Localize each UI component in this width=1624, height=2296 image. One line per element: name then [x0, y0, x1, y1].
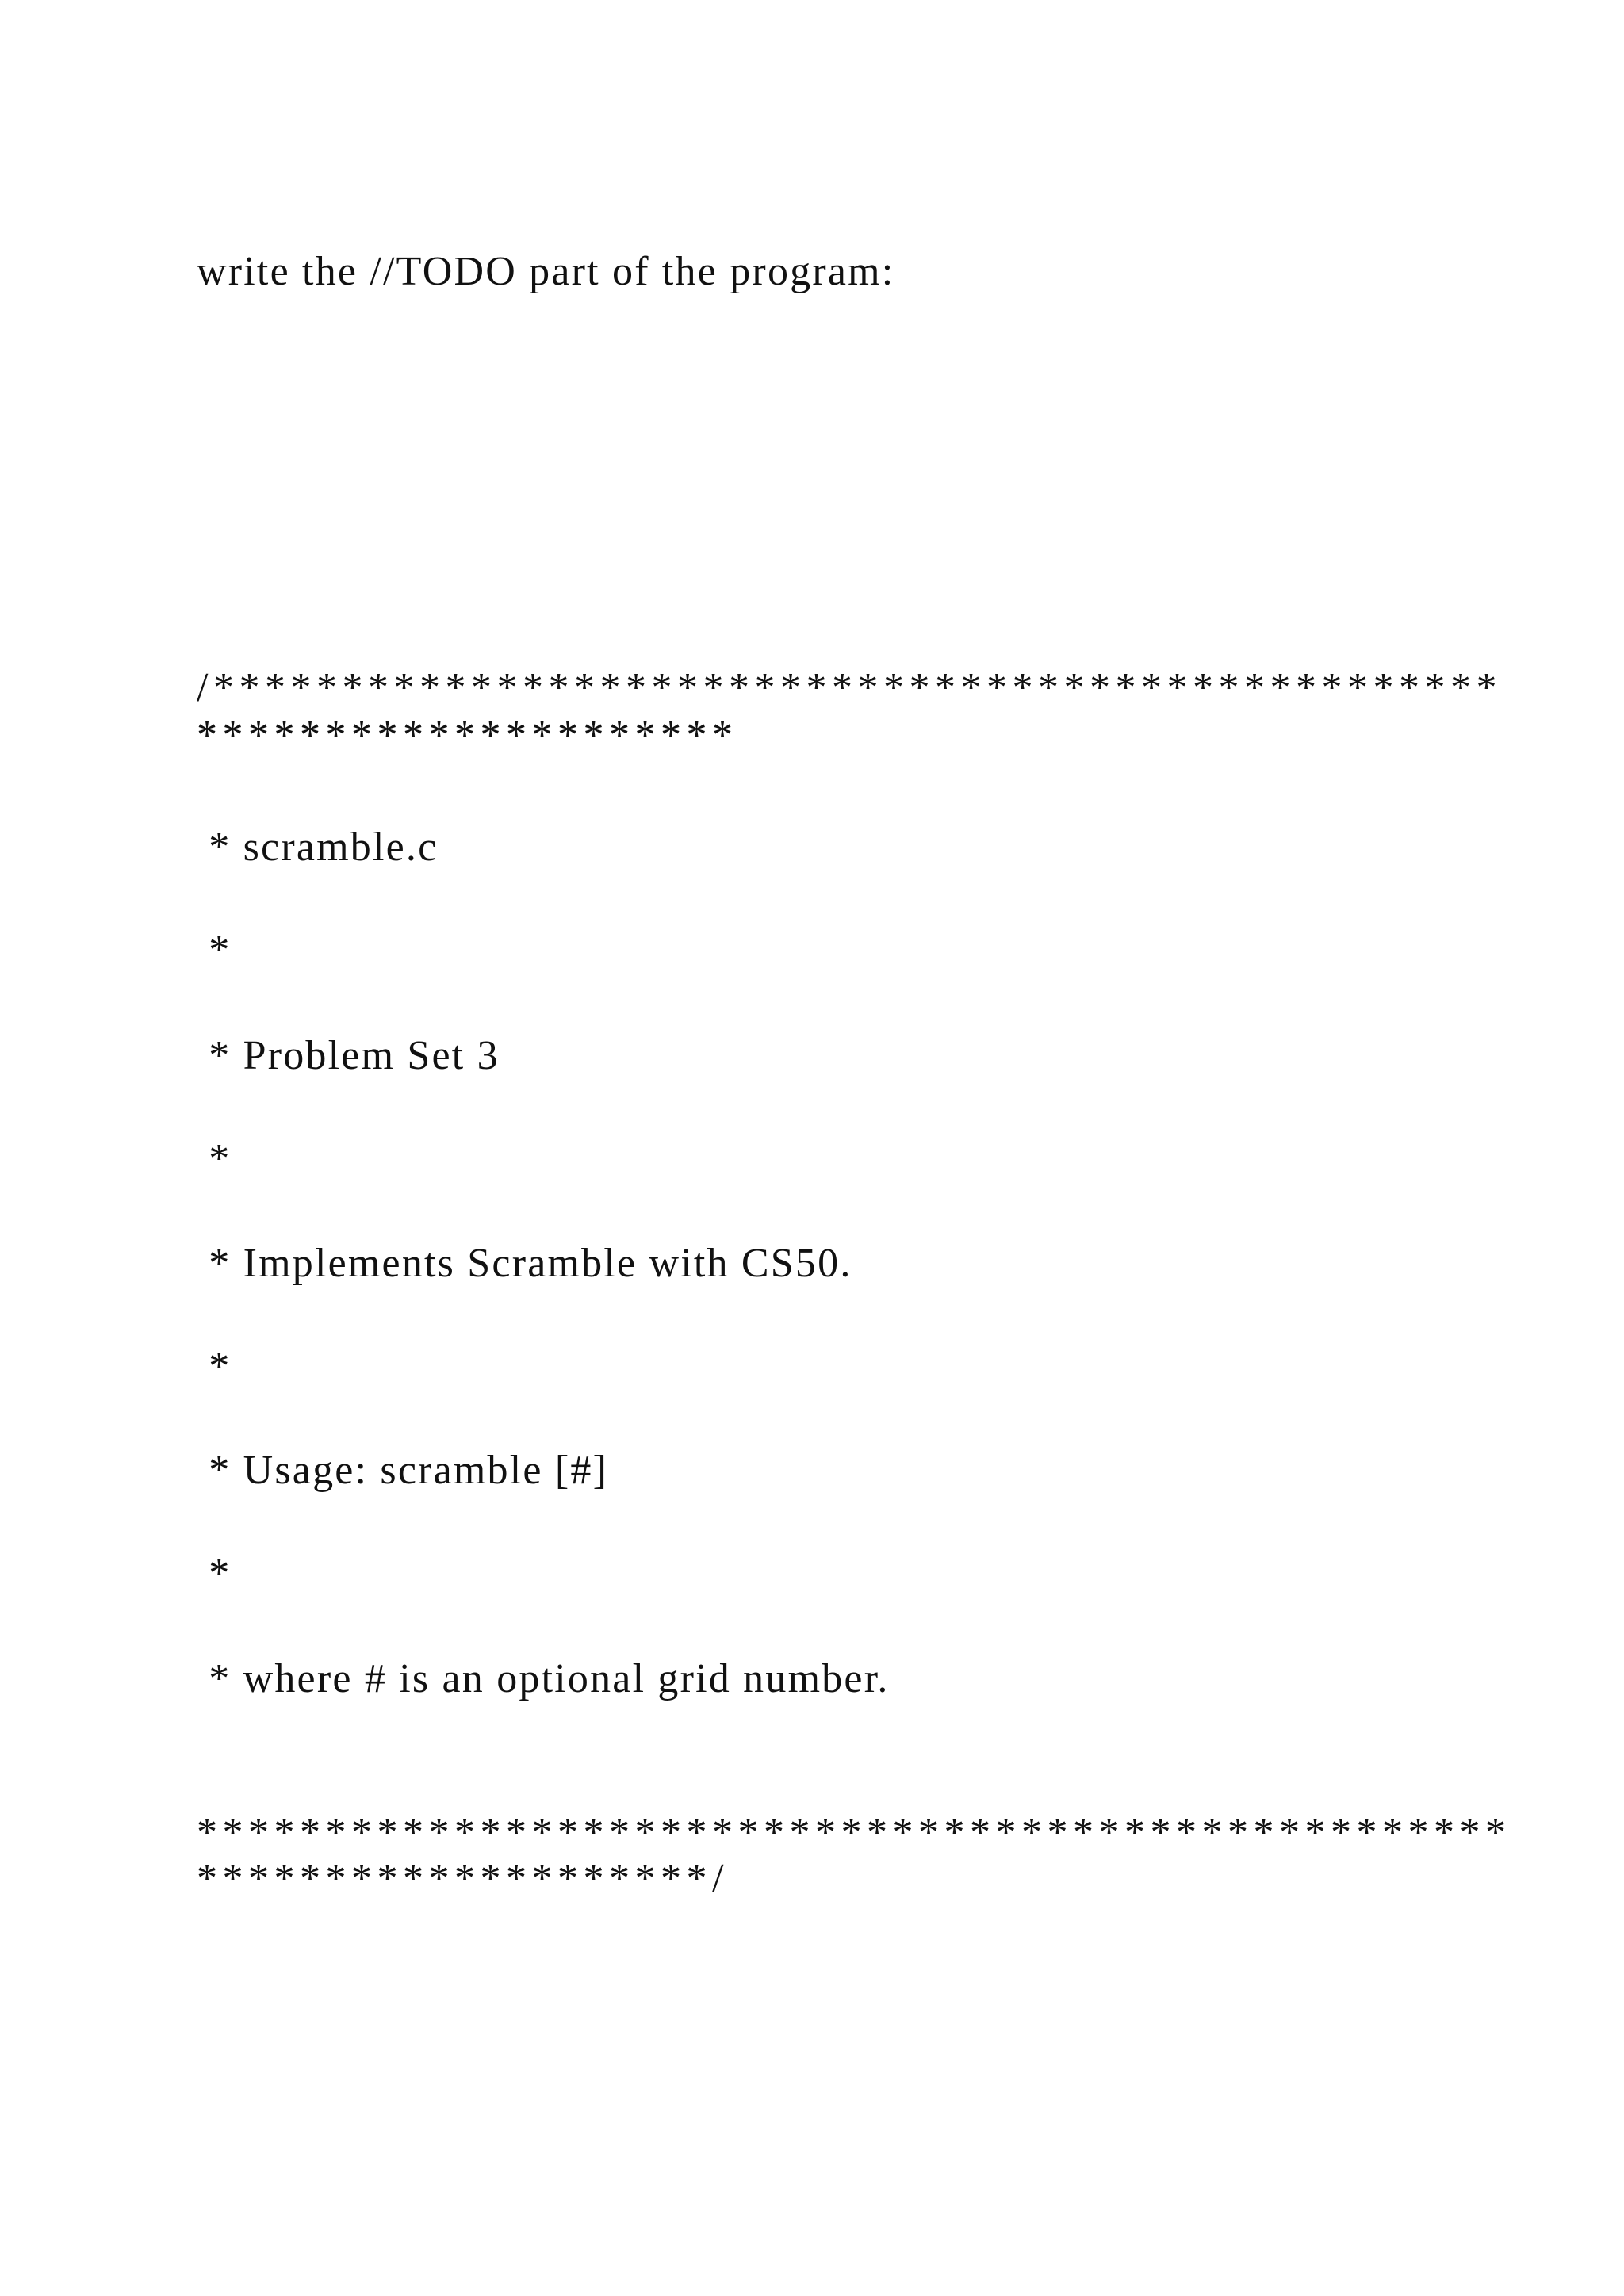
comment-line-usage-note: * where # is an optional grid number.	[197, 1656, 890, 1701]
comment-line-usage: * Usage: scramble [#]	[197, 1448, 609, 1493]
comment-bottom-border-line-2: ********************/	[197, 1856, 729, 1901]
comment-bottom-border-line-1: ***************************************************	[197, 1810, 1511, 1855]
comment-line-blank: *	[197, 928, 232, 973]
comment-line-filename: * scramble.c	[197, 825, 439, 870]
comment-top-border-line-1: /**************************************************	[197, 665, 1502, 710]
comment-line-blank: *	[197, 1344, 232, 1389]
comment-line-blank: *	[197, 1136, 232, 1181]
comment-line-description: * Implements Scramble with CS50.	[197, 1241, 852, 1286]
comment-line-blank: *	[197, 1551, 232, 1596]
comment-line-problem-set: * Problem Set 3	[197, 1033, 500, 1078]
comment-top-border-line-2: *********************	[197, 713, 738, 758]
intro-text: write the //TODO part of the program:	[197, 249, 895, 294]
